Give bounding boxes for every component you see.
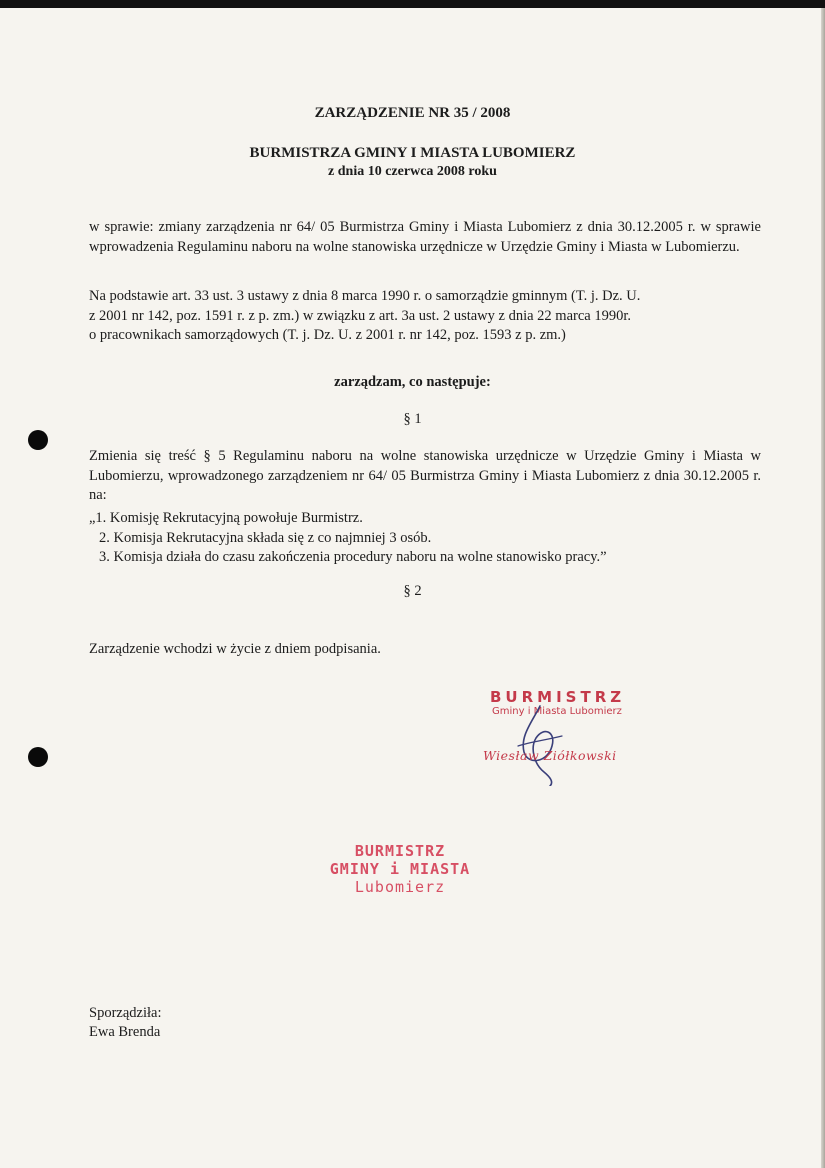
prepared-by-label: Sporządziła: — [89, 1005, 162, 1021]
signature-stamp-name: Wiesław Ziółkowski — [483, 748, 617, 763]
list-item: „1. Komisję Rekrutacyjną powołuje Burmistrz. — [89, 510, 363, 526]
office-stamp-line: BURMISTRZ — [354, 842, 446, 860]
issuing-authority: BURMISTRZA GMINY I MIASTA LUBOMIERZ — [249, 145, 576, 161]
document-date: z dnia 10 czerwca 2008 roku — [328, 164, 497, 179]
legal-basis-line: z 2001 nr 142, poz. 1591 r. z p. zm.) w związku z art. 3a ust. 2 ustawy z dnia 22 marca 1990r. — [89, 307, 631, 324]
punch-hole-bottom — [28, 747, 48, 767]
signature-stamp-title: BURMISTRZ — [490, 688, 626, 706]
legal-basis-line: o pracownikach samorządowych (T. j. Dz. U. z 2001 r. nr 142, poz. 1593 z p. zm.) — [89, 327, 566, 343]
decree-statement: zarządzam, co następuje: — [334, 374, 491, 390]
section-1-heading: § 1 — [403, 411, 422, 427]
punch-hole-top — [28, 430, 48, 450]
section-1-list — [89, 509, 779, 568]
handwritten-signature-icon — [510, 702, 570, 786]
list-item: 3. Komisja działa do czasu zakończenia procedury naboru na wolne stanowisko pracy.” — [99, 549, 607, 565]
prepared-by-name: Ewa Brenda — [89, 1024, 161, 1040]
signature-stamp — [480, 688, 650, 798]
list-item: 2. Komisja Rekrutacyjna składa się z co najmniej 3 osób. — [99, 529, 432, 546]
signature-stamp-subtitle: Gminy i Miasta Lubomierz — [492, 706, 622, 717]
prepared-by — [89, 1004, 161, 1042]
subject-paragraph: w sprawie: zmiany zarządzenia nr 64/ 05 Burmistrza Gminy i Miasta Lubomierz z dnia 30.12.2005 r. w sprawie wprowadzenia Regulaminu naboru na wolne stanowiska urzędnicze w Urzędzie Gminy i Miasta w Lubomierzu. — [89, 219, 761, 255]
section-2-text: Zarządzenie wchodzi w życie z dniem podpisania. — [89, 641, 381, 657]
legal-basis-line: Na podstawie art. 33 ust. 3 ustawy z dnia 8 marca 1990 r. o samorządzie gminnym (T. j. Dz. U. — [89, 288, 641, 304]
office-stamp — [300, 842, 500, 896]
scan-top-edge — [0, 0, 825, 8]
office-stamp-line: Lubomierz — [354, 878, 446, 896]
section-2-heading: § 2 — [403, 583, 422, 599]
section-1-text: Zmienia się treść § 5 Regulaminu naboru na wolne stanowiska urzędnicze w Urzędzie Gminy i Miasta w Lubomierzu, wprowadzonego zarządzeniem nr 64/ 05 Burmistrza Gminy i Miasta Lubomierz z dnia 30.12.2005 r. na: — [89, 448, 761, 503]
legal-basis-paragraph — [89, 287, 761, 346]
office-stamp-line: GMINY i MIASTA — [329, 860, 471, 878]
document-title: ZARZĄDZENIE NR 35 / 2008 — [314, 105, 511, 121]
